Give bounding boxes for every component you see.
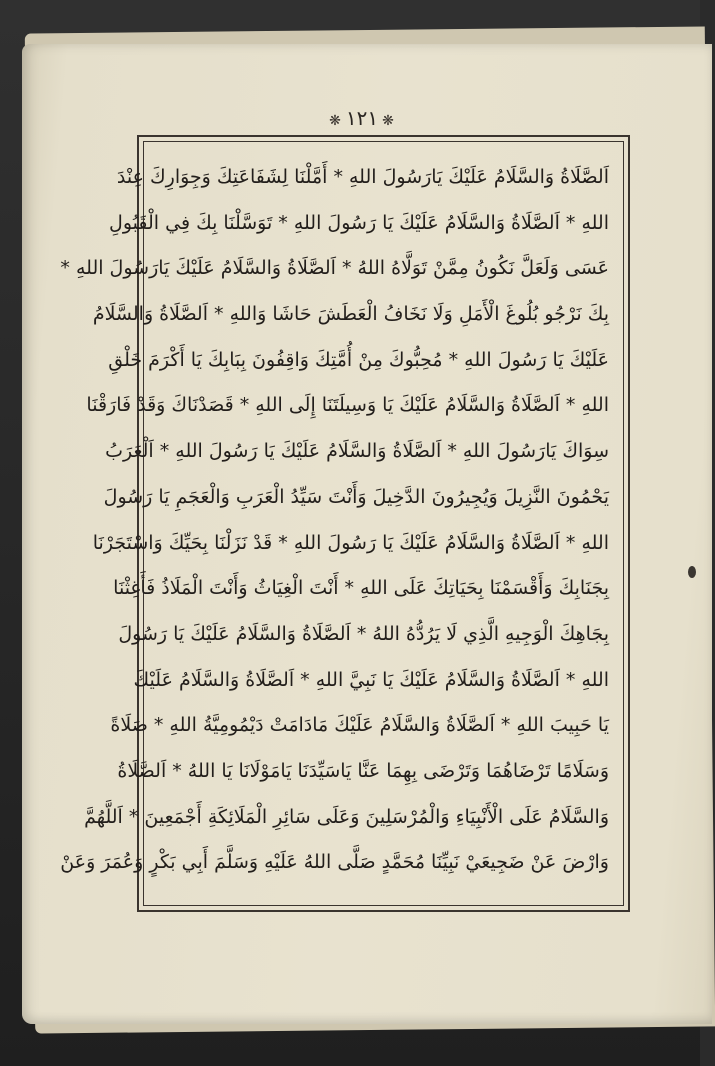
text-line: وَسَلَامًا تَرْضَاهُمَا وَتَرْضَى بِهِمَا عَنَّا يَاسَيِّدَنَا يَامَوْلَانَا يَا اللهُ * اَلصَّلَاةُ [117,759,609,782]
text-line: اللهِ * اَلصَّلَاةُ وَالسَّلَامُ عَلَيْكَ يَا رَسُولَ اللهِ * تَوَسَّلْنَا بِكَ فِي الْقَبُولِ [109,211,609,234]
text-line: سِوَاكَ يَارَسُولَ اللهِ * اَلصَّلَاةُ وَالسَّلَامُ عَلَيْكَ يَا رَسُولَ اللهِ * اَلْعَرَبُ [105,440,609,463]
text-line: يَا حَبِيبَ اللهِ * اَلصَّلَاةُ وَالسَّلَامُ عَلَيْكَ مَادَامَتْ دَيْمُومِيَّةُ اللهِ * صَلَاةً [110,714,609,737]
text-line: اللهِ * اَلصَّلَاةُ وَالسَّلَامُ عَلَيْكَ يَا وَسِيلَتَنَا إِلَى اللهِ * قَصَدْنَاكَ وَقَدْ فَارَقْنَا [86,394,609,417]
text-frame [60,135,630,912]
text-line: عَلَيْكَ يَا رَسُولَ اللهِ * مُحِبُّوكَ مِنْ أُمَّتِكَ وَاقِفُونَ بِبَابِكَ يَا أَكْرَمَ خَلْقِ [108,348,609,371]
text-line: اللهِ * اَلصَّلَاةُ وَالسَّلَامُ عَلَيْكَ يَا رَسُولَ اللهِ * قَدْ نَزَلْنَا بِحَيِّكَ وَاسْتَجَرْنَا [92,531,609,554]
text-line: بِجَنَابِكَ وَأَقْسَمْنَا بِحَيَاتِكَ عَلَى اللهِ * أَنْتَ الْغِيَاثُ وَأَنْتَ الْمَلَاذُ فَأَغِثْنَا [113,577,609,600]
page-number [307,106,417,130]
text-line: يَحْمُونَ النَّزِيلَ وَيُجِيرُونَ الدَّخِيلَ وَأَنْتَ سَيِّدُ الْعَرَبِ وَالْعَجَمِ يَا رَسُولَ [103,485,609,508]
text-line: وَارْضَ عَنْ ضَجِيعَيْ نَبِيِّنَا مُحَمَّدٍ صَلَّى اللهُ عَلَيْهِ وَسَلَّمَ أَبِي بَكْرٍ وَعُمَرَ وَعَنْ [60,851,609,874]
text-line: بِكَ نَرْجُو بُلُوغَ الْأَمَلِ وَلَا نَخَافُ الْعَطَشَ حَاشَا وَاللهِ * اَلصَّلَاةُ وَالسَّلَامُ [92,303,609,326]
book-page [22,44,712,1024]
ornament-right-icon: ❋ [382,113,395,129]
text-line: وَالسَّلَامُ عَلَى الْأَنْبِيَاءِ وَالْمُرْسَلِينَ وَعَلَى سَائِرِ الْمَلَائِكَةِ أَجْمَعِينَ * اَللَّهُمَّ [84,805,609,828]
ornament-left-icon: ❋ [329,113,342,129]
text-line: اللهِ * اَلصَّلَاةُ وَالسَّلَامُ عَلَيْكَ يَا نَبِيَّ اللهِ * اَلصَّلَاةُ وَالسَّلَامُ عَلَيْكَ [133,668,609,691]
text-line: عَسَى وَلَعَلَّ نَكُونُ مِمَّنْ تَوَلَّاهُ اللهُ * اَلصَّلَاةُ وَالسَّلَامُ عَلَيْكَ يَارَسُولَ اللهِ * [60,257,609,280]
text-line: اَلصَّلَاةُ وَالسَّلَامُ عَلَيْكَ يَارَسُولَ اللهِ * أَمَّلْنَا لِشَفَاعَتِكَ وَجِوَارِكَ عِنْدَ [116,166,609,188]
page-edge-mark [688,566,696,578]
text-line: بِجَاهِكَ الْوَجِيهِ الَّذِي لَا يَرُدُّهُ اللهُ * اَلصَّلَاةُ وَالسَّلَامُ عَلَيْكَ يَا رَسُولَ [118,622,609,645]
page-number-text: ١٢١ [345,106,379,130]
arabic-text-block [60,155,609,886]
